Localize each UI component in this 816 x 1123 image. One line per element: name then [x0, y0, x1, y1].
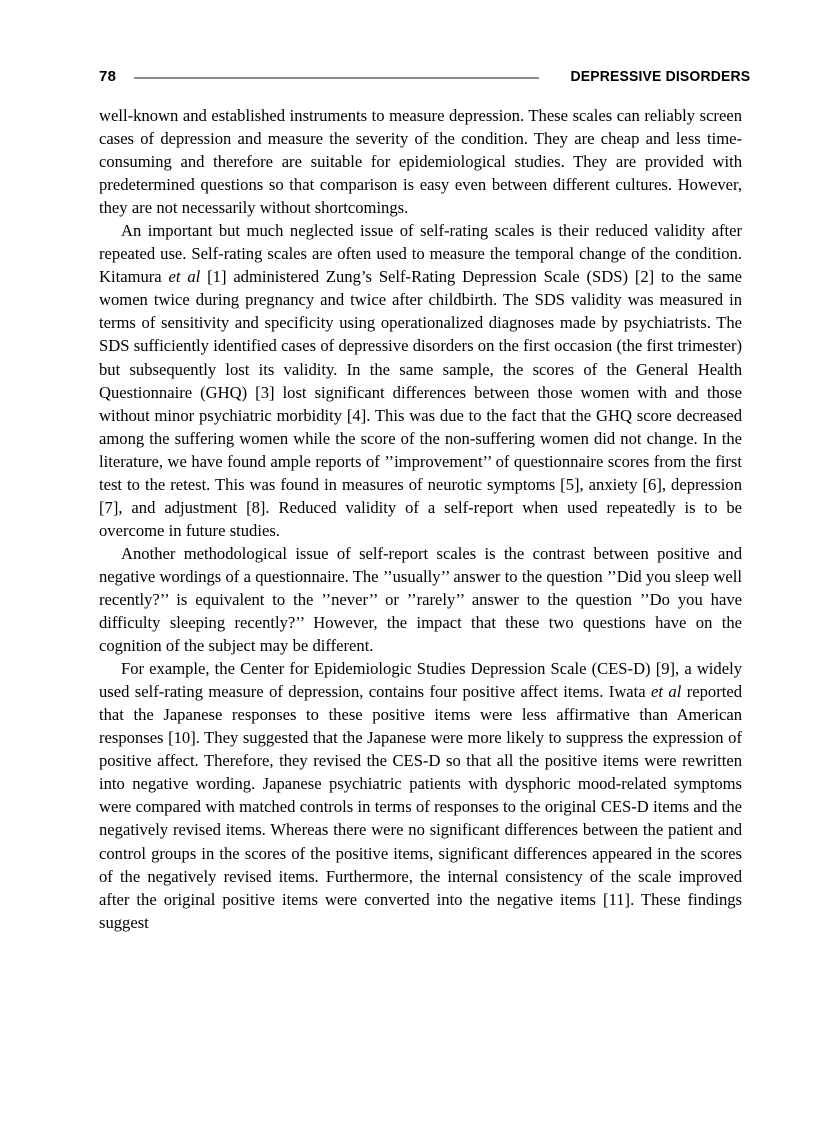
header-divider-rule: [134, 77, 539, 79]
paragraph: Another methodological issue of self-report scales is the contrast between positive and negative wordings of a questionnaire. The ’’usually’’ answer to the question ’’Did you sleep well recently?’’ is equivalent to the ’’never’’ or ’’rarely’’ answer to the question ’’Do you have difficulty sleeping recently?’’ However, the impact that these two questions have on the cognition of the subject may be different.: [99, 543, 742, 656]
italic-phrase: et al: [651, 682, 682, 702]
italic-phrase: et al: [168, 267, 201, 287]
page-number: 78: [99, 67, 117, 85]
paragraph: well-known and established instruments to measure depression. These scales can reliably screen cases of depression and measure the severity of the condition. They are cheap and less time-consuming and therefore are suitable for epidemiological studies. They are provided with predetermined questions so that comparison is easy even between different cultures. However, they are not necessarily without shortcomings.: [99, 106, 742, 218]
paragraph: An important but much neglected issue of self-rating scales is their reduced validity after repeated use. Self-rating scales are often used to measure the temporal change of the condition. Kitamura et al [1] administered Zung’s Self-Rating Depression Scale (SDS) [2] to the same women twice during pregnancy and twice after childbirth. The SDS validity was measured in terms of sensitivity and specificity using operationalized diagnoses made by psychiatrists. The SDS sufficiently identified cases of depressive disorders on the first occasion (the first trimester) but subsequently lost its validity. In the same sample, the scores of the General Health Questionnaire (GHQ) [3] lost significant differences between those women with and those without minor psychiatric morbidity [4]. This was due to the fact that the GHQ score decreased among the suffering women while the score of the non-suffering women did not change. In the literature, we have found ample reports of ’’improvement’’ of questionnaire scores from the first test to the retest. This was found in measures of neurotic symptoms [5], anxiety [6], depression [7], and adjustment [8]. Reduced validity of a self-report when used repeatedly is to be overcome in future studies.: [99, 221, 742, 540]
running-head-title: DEPRESSIVE DISORDERS: [570, 67, 751, 85]
paragraph: For example, the Center for Epidemiologic Studies Depression Scale (CES-D) [9], a widely used self-rating measure of depression, contains four positive affect items. Iwata et al reported that the Japanese responses to these positive items were less affirmative than American responses [10]. They suggested that the Japanese were more likely to suppress the expression of positive affect. Therefore, they revised the CES-D so that all the positive items were rewritten into negative wording. Japanese psychiatric patients with dysphoric mood-related symptoms were compared with matched controls in terms of responses to the original CES-D items and the negatively revised items. Whereas there were no significant differences between the patient and control groups in the scores of the positive items, significant differences appeared in the scores of the negatively revised items. Furthermore, the internal consistency of the scale improved after the original positive items were converted into the negative items [11]. These findings suggest: [99, 659, 742, 932]
body-text-column: [99, 104, 742, 934]
running-header: [99, 64, 751, 88]
